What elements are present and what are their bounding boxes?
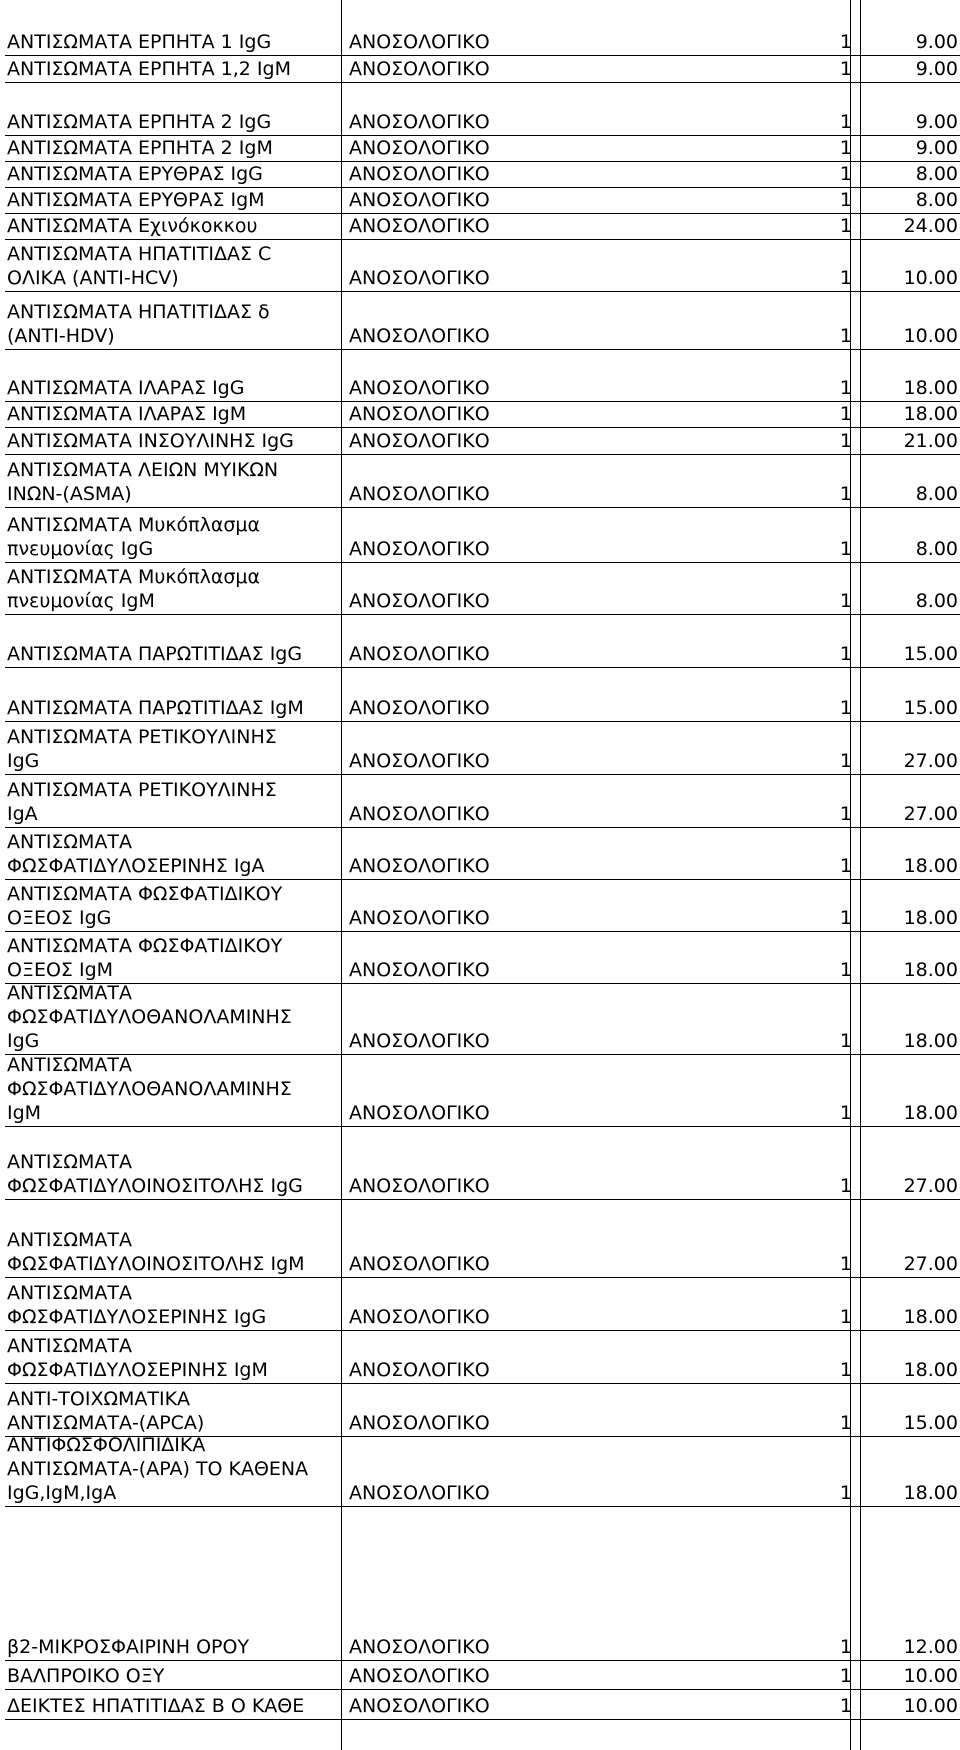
price-cell: 15.00 — [903, 1412, 958, 1434]
test-name-cell — [7, 642, 342, 666]
test-name-line: ΦΩΣΦΑΤΙΔΥΛΟΣΕΡΙΝΗΣ IgA — [7, 855, 265, 877]
test-name-cell — [7, 458, 342, 506]
price-cell: 10.00 — [903, 267, 958, 289]
test-name-line: (ΑΝΤΙ-HDV) — [7, 325, 115, 347]
category-cell: ΑΝΟΣΟΛΟΓΙΚΟ — [349, 855, 490, 877]
test-name-cell — [7, 882, 342, 930]
price-cell: 18.00 — [903, 403, 958, 425]
test-name-line: ΦΩΣΦΑΤΙΔΥΛΟΙΝΟΣΙΤΟΛΗΣ IgG — [7, 1175, 303, 1197]
table-row — [5, 1331, 960, 1384]
price-cell: 8.00 — [915, 483, 958, 505]
test-name-line: ΒΑΛΠΡΟΙΚΟ ΟΞΥ — [7, 1665, 165, 1687]
test-name-cell — [7, 1228, 342, 1276]
table-row — [5, 350, 960, 402]
test-name-line: ΙΝΩΝ-(ASMA) — [7, 483, 132, 505]
test-name-cell — [7, 1387, 342, 1435]
quantity-cell: 1 — [839, 1306, 852, 1328]
category-cell: ΑΝΟΣΟΛΟΓΙΚΟ — [349, 137, 490, 159]
category-cell: ΑΝΟΣΟΛΟΓΙΚΟ — [349, 1695, 490, 1717]
test-name-line: ΟΞΕΟΣ IgG — [7, 907, 112, 929]
category-cell: ΑΝΟΣΟΛΟΓΙΚΟ — [349, 538, 490, 560]
test-name-cell — [7, 57, 342, 81]
test-name-cell — [7, 830, 342, 878]
test-name-line: ΑΝΤΙΣΩΜΑΤΑ — [7, 1282, 132, 1304]
quantity-cell: 1 — [839, 538, 852, 560]
test-name-cell — [7, 778, 342, 826]
test-name-cell — [7, 429, 342, 453]
category-cell: ΑΝΟΣΟΛΟΓΙΚΟ — [349, 189, 490, 211]
price-cell: 8.00 — [915, 163, 958, 185]
test-name-line: ΑΝΤΙΣΩΜΑΤΑ Εχινόκοκκου — [7, 215, 258, 237]
price-cell: 27.00 — [903, 1175, 958, 1197]
category-cell: ΑΝΟΣΟΛΟΓΙΚΟ — [349, 377, 490, 399]
category-cell: ΑΝΟΣΟΛΟΓΙΚΟ — [349, 803, 490, 825]
price-cell: 8.00 — [915, 189, 958, 211]
quantity-cell: 1 — [839, 189, 852, 211]
test-name-line: ΑΝΤΙΣΩΜΑΤΑ ΙΛΑΡΑΣ IgM — [7, 403, 247, 425]
category-cell: ΑΝΟΣΟΛΟΓΙΚΟ — [349, 959, 490, 981]
test-name-cell — [7, 696, 342, 720]
category-cell: ΑΝΟΣΟΛΟΓΙΚΟ — [349, 430, 490, 452]
category-cell: ΑΝΟΣΟΛΟΓΙΚΟ — [349, 697, 490, 719]
price-cell: 18.00 — [903, 959, 958, 981]
table-row — [5, 428, 960, 455]
test-name-line: ΑΝΤΙΣΩΜΑΤΑ ΕΡΠΗΤΑ 2 IgG — [7, 111, 272, 133]
quantity-cell: 1 — [839, 1482, 852, 1504]
test-name-line: IgM — [7, 1102, 42, 1124]
quantity-cell: 1 — [839, 1412, 852, 1434]
test-name-cell — [7, 136, 342, 160]
quantity-cell: 1 — [839, 803, 852, 825]
test-name-line: ΦΩΣΦΑΤΙΔΥΛΟΙΝΟΣΙΤΟΛΗΣ IgM — [7, 1253, 305, 1275]
price-cell: 9.00 — [915, 111, 958, 133]
test-name-cell — [7, 1150, 342, 1198]
test-name-cell — [7, 30, 342, 54]
test-name-line: β2-ΜΙΚΡΟΣΦΑΙΡΙΝΗ ΟΡΟΥ — [7, 1636, 250, 1658]
test-name-line: ΑΝΤΙΣΩΜΑΤΑ — [7, 982, 132, 1004]
quantity-cell: 1 — [839, 111, 852, 133]
quantity-cell: 1 — [839, 1665, 852, 1687]
category-cell: ΑΝΟΣΟΛΟΓΙΚΟ — [349, 1636, 490, 1658]
category-cell: ΑΝΟΣΟΛΟΓΙΚΟ — [349, 590, 490, 612]
test-name-line: ΑΝΤΙΣΩΜΑΤΑ-(APCA) — [7, 1412, 205, 1434]
price-cell: 10.00 — [903, 1665, 958, 1687]
test-name-cell — [7, 1053, 342, 1125]
test-name-line: ΑΝΤΙΣΩΜΑΤΑ ΕΡΠΗΤΑ 2 IgM — [7, 137, 273, 159]
price-cell: 8.00 — [915, 590, 958, 612]
category-cell: ΑΝΟΣΟΛΟΓΙΚΟ — [349, 1102, 490, 1124]
quantity-cell: 1 — [839, 1175, 852, 1197]
category-cell: ΑΝΟΣΟΛΟΓΙΚΟ — [349, 215, 490, 237]
table-row — [5, 722, 960, 775]
table-row — [5, 828, 960, 880]
quantity-cell: 1 — [839, 377, 852, 399]
test-name-line: ΟΞΕΟΣ IgM — [7, 959, 114, 981]
quantity-cell: 1 — [839, 959, 852, 981]
quantity-cell: 1 — [839, 163, 852, 185]
category-cell: ΑΝΟΣΟΛΟΓΙΚΟ — [349, 325, 490, 347]
test-name-cell — [7, 1433, 342, 1505]
price-cell: 18.00 — [903, 1482, 958, 1504]
test-name-cell — [7, 1664, 342, 1688]
test-name-cell — [7, 1281, 342, 1329]
table-row — [5, 56, 960, 83]
table-row — [5, 1384, 960, 1437]
table-row — [5, 292, 960, 350]
quantity-cell: 1 — [839, 643, 852, 665]
quantity-cell: 1 — [839, 855, 852, 877]
table-row — [5, 1200, 960, 1278]
test-name-line: ΑΝΤΙΣΩΜΑΤΑ — [7, 1054, 132, 1076]
category-cell: ΑΝΟΣΟΛΟΓΙΚΟ — [349, 267, 490, 289]
table-row — [5, 880, 960, 932]
category-cell: ΑΝΟΣΟΛΟΓΙΚΟ — [349, 1306, 490, 1328]
table-row — [5, 932, 960, 984]
quantity-cell: 1 — [839, 483, 852, 505]
table-row — [5, 1278, 960, 1331]
quantity-cell: 1 — [839, 697, 852, 719]
test-name-cell — [7, 300, 342, 348]
quantity-cell: 1 — [839, 215, 852, 237]
test-name-line: IgA — [7, 803, 38, 825]
test-name-line: ΑΝΤΙΣΩΜΑΤΑ-(APA) ΤΟ ΚΑΘΕΝΑ — [7, 1458, 309, 1480]
price-cell: 27.00 — [903, 750, 958, 772]
test-name-cell — [7, 513, 342, 561]
test-name-line: ΑΝΤΙΣΩΜΑΤΑ ΛΕΙΩΝ ΜΥΙΚΩΝ — [7, 459, 279, 481]
category-cell: ΑΝΟΣΟΛΟΓΙΚΟ — [349, 58, 490, 80]
test-name-line: πνευμονίας IgM — [7, 590, 155, 612]
price-cell: 8.00 — [915, 538, 958, 560]
table-row — [5, 136, 960, 162]
quantity-cell: 1 — [839, 267, 852, 289]
price-cell: 18.00 — [903, 1359, 958, 1381]
category-cell: ΑΝΟΣΟΛΟΓΙΚΟ — [349, 1482, 490, 1504]
price-cell: 9.00 — [915, 137, 958, 159]
table-row — [5, 83, 960, 136]
category-cell: ΑΝΟΣΟΛΟΓΙΚΟ — [349, 483, 490, 505]
category-cell: ΑΝΟΣΟΛΟΓΙΚΟ — [349, 643, 490, 665]
table-row — [5, 402, 960, 428]
test-name-line: ΦΩΣΦΑΤΙΔΥΛΟΣΕΡΙΝΗΣ IgM — [7, 1359, 268, 1381]
test-name-line: ΑΝΤΙΣΩΜΑΤΑ Μυκόπλασμα — [7, 566, 261, 588]
test-name-line: ΑΝΤΙΣΩΜΑΤΑ ΗΠΑΤΙΤΙΔΑΣ δ — [7, 301, 270, 323]
quantity-cell: 1 — [839, 750, 852, 772]
test-name-line: ΑΝΤΙΣΩΜΑΤΑ ΙΛΑΡΑΣ IgG — [7, 377, 245, 399]
test-name-line: ΑΝΤΙΣΩΜΑΤΑ ΗΠΑΤΙΤΙΔΑΣ C — [7, 243, 272, 265]
price-cell: 9.00 — [915, 58, 958, 80]
table-row — [5, 1434, 960, 1507]
quantity-cell: 1 — [839, 325, 852, 347]
price-cell: 27.00 — [903, 1253, 958, 1275]
test-name-line: ΑΝΤΙΣΩΜΑΤΑ ΠΑΡΩΤΙΤΙΔΑΣ IgG — [7, 643, 303, 665]
category-cell: ΑΝΟΣΟΛΟΓΙΚΟ — [349, 1665, 490, 1687]
table-row — [5, 615, 960, 668]
test-name-cell — [7, 1694, 342, 1718]
test-name-line: ΑΝΤΙΣΩΜΑΤΑ ΕΡΥΘΡΑΣ IgM — [7, 189, 265, 211]
table-row — [5, 1127, 960, 1200]
test-name-line: ΦΩΣΦΑΤΙΔΥΛΟΘΑΝΟΛΑΜΙΝΗΣ — [7, 1006, 292, 1028]
table-row — [5, 563, 960, 615]
price-cell: 18.00 — [903, 377, 958, 399]
price-cell: 27.00 — [903, 803, 958, 825]
category-cell: ΑΝΟΣΟΛΟΓΙΚΟ — [349, 1030, 490, 1052]
table-row — [5, 668, 960, 722]
table-row — [5, 775, 960, 828]
category-cell: ΑΝΟΣΟΛΟΓΙΚΟ — [349, 1253, 490, 1275]
test-name-line: IgG — [7, 1030, 40, 1052]
quantity-cell: 1 — [839, 590, 852, 612]
category-cell: ΑΝΟΣΟΛΟΓΙΚΟ — [349, 31, 490, 53]
quantity-cell: 1 — [839, 58, 852, 80]
test-name-line: ΑΝΤΙΣΩΜΑΤΑ — [7, 1151, 132, 1173]
table-row — [5, 1690, 960, 1720]
test-name-line: ΑΝΤΙΣΩΜΑΤΑ — [7, 1335, 132, 1357]
test-name-line: IgG,IgM,IgA — [7, 1482, 117, 1504]
test-name-cell — [7, 110, 342, 134]
price-cell: 10.00 — [903, 1695, 958, 1717]
test-name-cell — [7, 162, 342, 186]
table-row — [5, 1055, 960, 1127]
test-name-cell — [7, 188, 342, 212]
quantity-cell: 1 — [839, 137, 852, 159]
price-cell: 12.00 — [903, 1636, 958, 1658]
price-cell: 24.00 — [903, 215, 958, 237]
quantity-cell: 1 — [839, 1359, 852, 1381]
price-cell: 9.00 — [915, 31, 958, 53]
quantity-cell: 1 — [839, 1695, 852, 1717]
price-cell: 18.00 — [903, 907, 958, 929]
test-name-line: ΑΝΤΙΦΩΣΦΟΛΙΠΙΔΙΚΑ — [7, 1434, 206, 1456]
price-cell: 18.00 — [903, 1306, 958, 1328]
category-cell: ΑΝΟΣΟΛΟΓΙΚΟ — [349, 1175, 490, 1197]
category-cell: ΑΝΟΣΟΛΟΓΙΚΟ — [349, 1412, 490, 1434]
test-name-line: ΟΛΙΚΑ (ΑΝΤΙ-HCV) — [7, 267, 179, 289]
test-name-line: ΑΝΤΙΣΩΜΑΤΑ ΙΝΣΟΥΛΙΝΗΣ IgG — [7, 430, 294, 452]
test-name-cell — [7, 725, 342, 773]
price-cell: 18.00 — [903, 1030, 958, 1052]
test-name-line: ΔΕΙΚΤΕΣ ΗΠΑΤΙΤΙΔΑΣ Β Ο ΚΑΘΕ — [7, 1695, 305, 1717]
test-name-cell — [7, 565, 342, 613]
price-cell: 15.00 — [903, 697, 958, 719]
test-name-line: ΑΝΤΙΣΩΜΑΤΑ ΕΡΥΘΡΑΣ IgG — [7, 163, 263, 185]
table-row — [5, 162, 960, 188]
quantity-cell: 1 — [839, 1102, 852, 1124]
test-name-cell — [7, 242, 342, 290]
test-name-line: ΑΝΤΙΣΩΜΑΤΑ — [7, 1229, 132, 1251]
price-cell: 18.00 — [903, 855, 958, 877]
quantity-cell: 1 — [839, 1253, 852, 1275]
test-name-cell — [7, 1635, 342, 1659]
table-row — [5, 188, 960, 214]
table-row — [5, 455, 960, 508]
test-name-cell — [7, 402, 342, 426]
price-table — [5, 0, 960, 1750]
test-name-line: ΑΝΤΙΣΩΜΑΤΑ ΦΩΣΦΑΤΙΔΙΚΟΥ — [7, 935, 283, 957]
category-cell: ΑΝΟΣΟΛΟΓΙΚΟ — [349, 403, 490, 425]
test-name-line: ΑΝΤΙΣΩΜΑΤΑ Μυκόπλασμα — [7, 514, 261, 536]
quantity-cell: 1 — [839, 1030, 852, 1052]
quantity-cell: 1 — [839, 403, 852, 425]
price-cell: 10.00 — [903, 325, 958, 347]
category-cell: ΑΝΟΣΟΛΟΓΙΚΟ — [349, 163, 490, 185]
test-name-line: ΑΝΤΙΣΩΜΑΤΑ ΡΕΤΙΚΟΥΛΙΝΗΣ — [7, 726, 277, 748]
price-cell: 21.00 — [903, 430, 958, 452]
test-name-line: ΦΩΣΦΑΤΙΔΥΛΟΘΑΝΟΛΑΜΙΝΗΣ — [7, 1078, 292, 1100]
table-row — [5, 984, 960, 1055]
test-name-line: πνευμονίας IgG — [7, 538, 154, 560]
test-name-cell — [7, 934, 342, 982]
category-cell: ΑΝΟΣΟΛΟΓΙΚΟ — [349, 907, 490, 929]
price-cell: 18.00 — [903, 1102, 958, 1124]
test-name-cell — [7, 214, 342, 238]
test-name-line: IgG — [7, 750, 40, 772]
test-name-line: ΑΝΤΙΣΩΜΑΤΑ ΡΕΤΙΚΟΥΛΙΝΗΣ — [7, 779, 277, 801]
category-cell: ΑΝΟΣΟΛΟΓΙΚΟ — [349, 1359, 490, 1381]
table-row — [5, 0, 960, 56]
table-row — [5, 240, 960, 292]
test-name-line: ΑΝΤΙΣΩΜΑΤΑ ΕΡΠΗΤΑ 1 IgG — [7, 31, 272, 53]
table-row — [5, 508, 960, 563]
quantity-cell: 1 — [839, 31, 852, 53]
price-cell: 15.00 — [903, 643, 958, 665]
test-name-line: ΑΝΤΙΣΩΜΑΤΑ ΦΩΣΦΑΤΙΔΙΚΟΥ — [7, 883, 283, 905]
table-row — [5, 1507, 960, 1661]
category-cell: ΑΝΟΣΟΛΟΓΙΚΟ — [349, 111, 490, 133]
test-name-line: ΑΝΤΙ-ΤΟΙΧΩΜΑΤΙΚΑ — [7, 1388, 191, 1410]
table-row — [5, 214, 960, 240]
quantity-cell: 1 — [839, 430, 852, 452]
test-name-line: ΦΩΣΦΑΤΙΔΥΛΟΣΕΡΙΝΗΣ IgG — [7, 1306, 267, 1328]
test-name-line: ΑΝΤΙΣΩΜΑΤΑ ΠΑΡΩΤΙΤΙΔΑΣ IgM — [7, 697, 304, 719]
category-cell: ΑΝΟΣΟΛΟΓΙΚΟ — [349, 750, 490, 772]
test-name-line: ΑΝΤΙΣΩΜΑΤΑ — [7, 831, 132, 853]
table-row — [5, 1661, 960, 1690]
test-name-line: ΑΝΤΙΣΩΜΑΤΑ ΕΡΠΗΤΑ 1,2 IgM — [7, 58, 291, 80]
quantity-cell: 1 — [839, 907, 852, 929]
test-name-cell — [7, 981, 342, 1053]
quantity-cell: 1 — [839, 1636, 852, 1658]
test-name-cell — [7, 376, 342, 400]
test-name-cell — [7, 1334, 342, 1382]
